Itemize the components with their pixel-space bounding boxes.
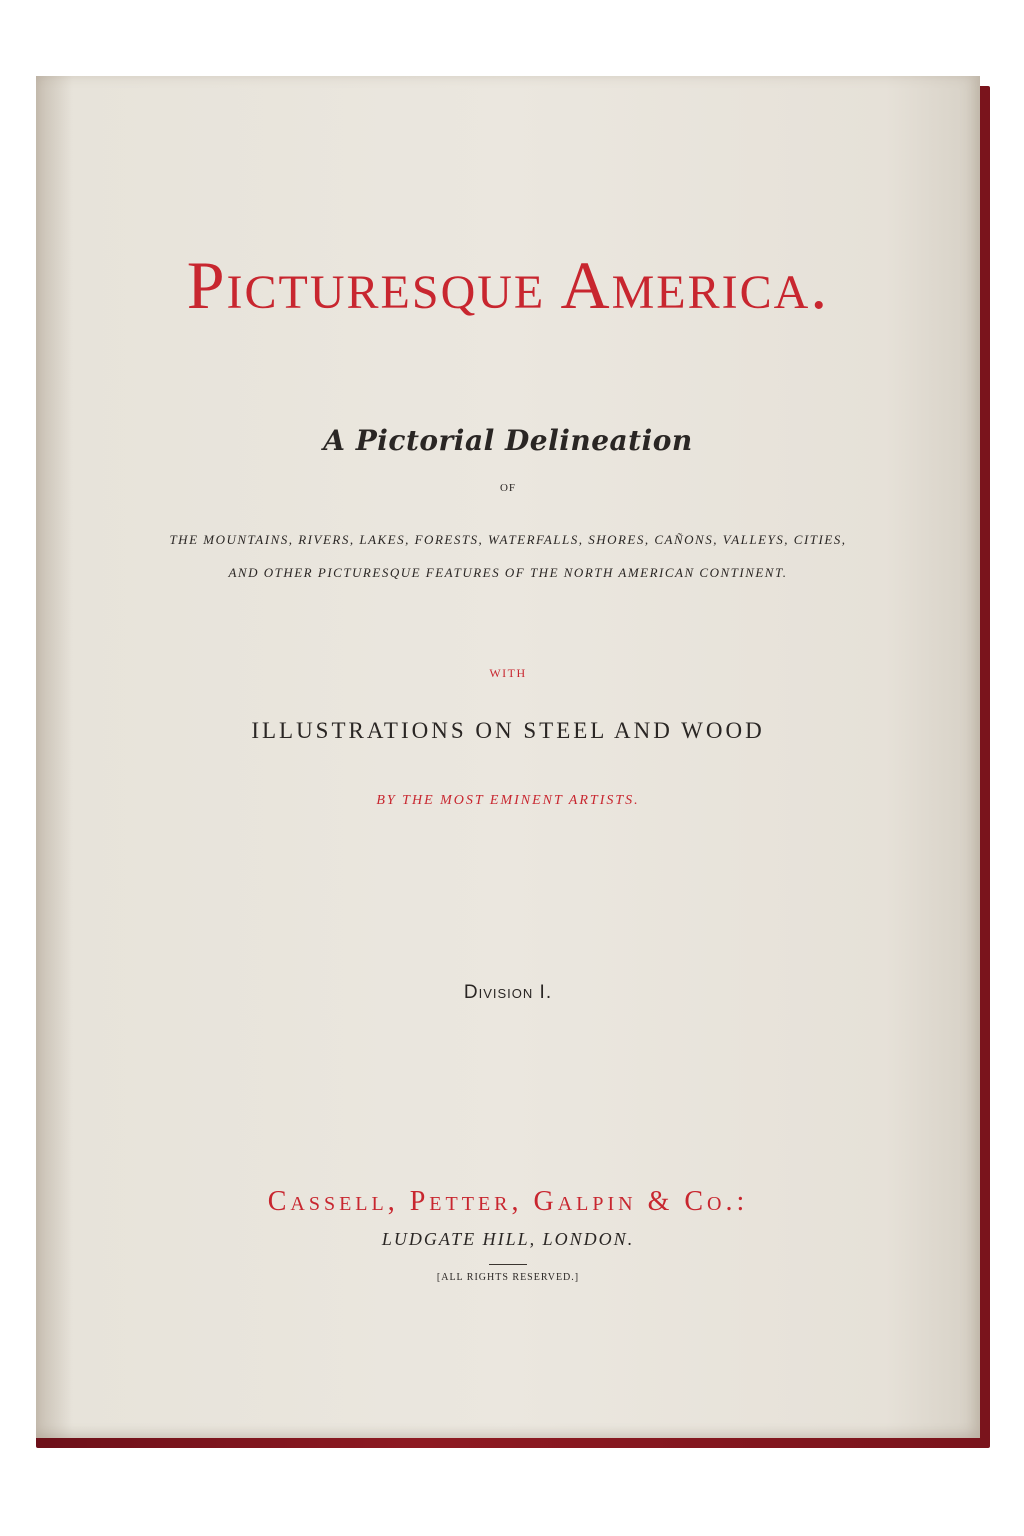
book-title: Picturesque America. — [186, 247, 830, 323]
description-line-2: AND OTHER PICTURESQUE FEATURES OF THE NORTH AMERICAN CONTINENT. — [228, 565, 788, 580]
subtitle: A Pictorial Delineation — [323, 424, 693, 457]
publisher-name: Cassell, Petter, Galpin & Co.: — [267, 1186, 749, 1217]
divider-rule — [489, 1264, 527, 1265]
artists-text: BY THE MOST EMINENT ARTISTS. — [376, 793, 640, 808]
with-text: WITH — [489, 666, 527, 680]
illustrations-heading: ILLUSTRATIONS ON STEEL AND WOOD — [251, 718, 765, 743]
rights-notice: [ALL RIGHTS RESERVED.] — [436, 1272, 580, 1283]
description-line-1: THE MOUNTAINS, RIVERS, LAKES, FORESTS, WATERFALLS, SHORES, CAÑONS, VALLEYS, CITIES, — [169, 532, 847, 547]
of-text: OF — [499, 482, 517, 494]
book — [36, 76, 990, 1448]
title-page — [36, 76, 980, 1438]
publisher-address: LUDGATE HILL, LONDON. — [381, 1229, 635, 1249]
division-label: Division I. — [463, 982, 553, 1003]
